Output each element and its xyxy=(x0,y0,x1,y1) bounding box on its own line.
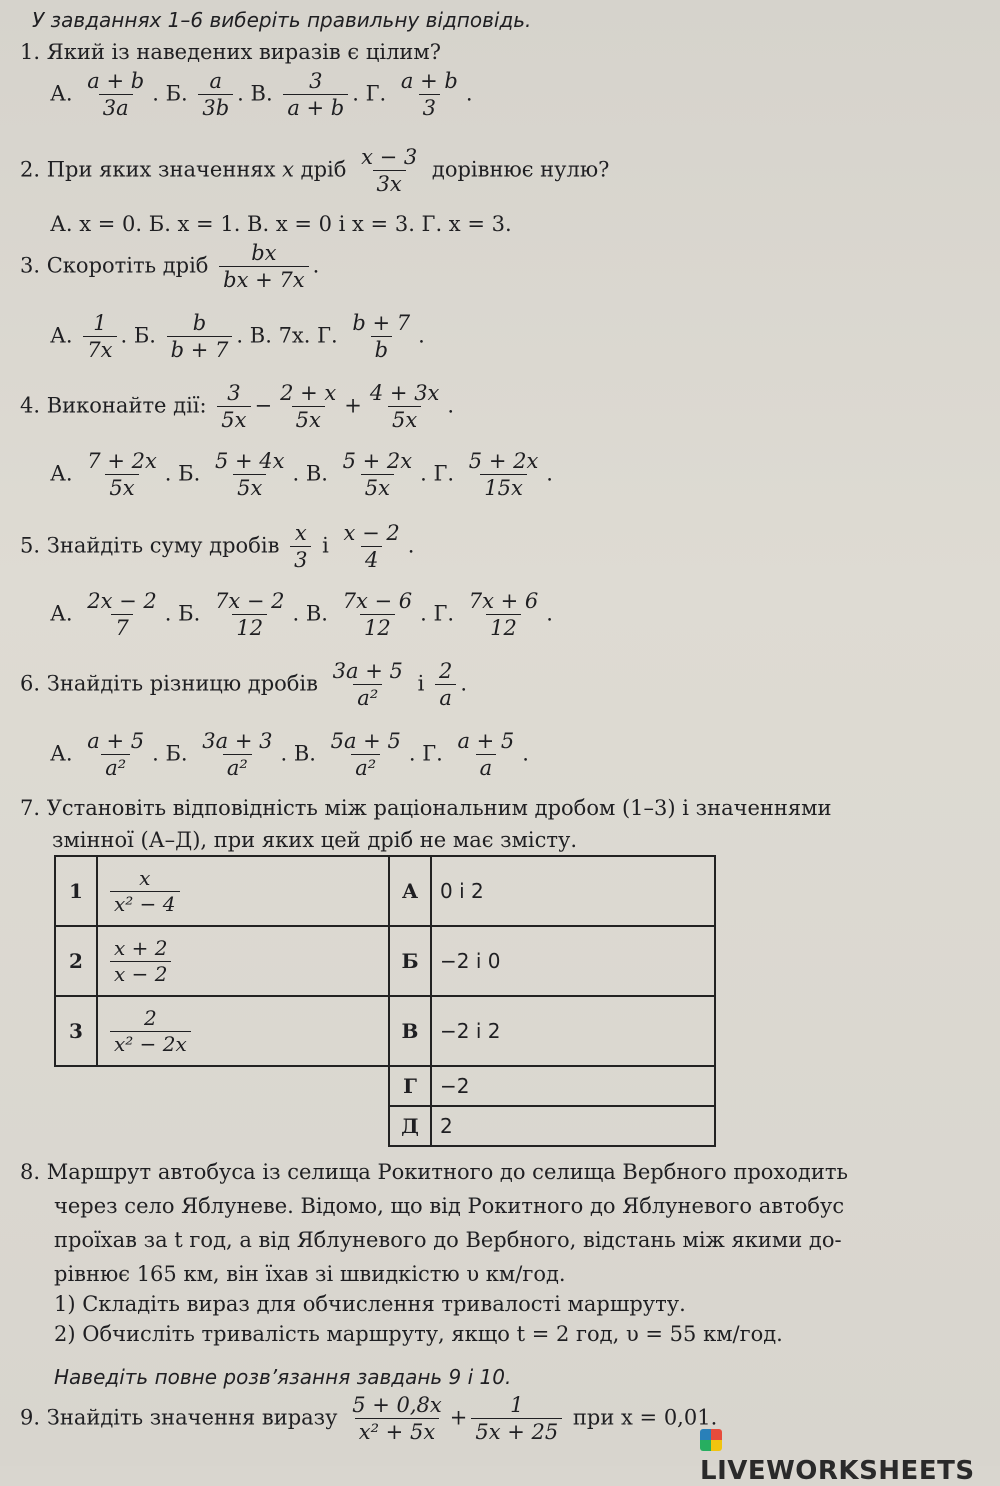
row-expression: $\frac{2}{\text{x² − 2x}}$ xyxy=(97,996,389,1066)
question-text: Знайдіть різницю дробів xyxy=(46,671,318,696)
question-number: 6. xyxy=(20,671,41,696)
section-instruction-2: Наведіть повне розв’язання завдань 9 і 10. xyxy=(54,1365,512,1389)
option-fraction: $\frac{7x - 6}{12}$ xyxy=(342,589,413,641)
question-1-options: А. $\frac{a + b}{3a}$ . Б. $\frac{a}{3b}$ . В. $\frac{3}{a + b}$ . Г. $\frac{a + b}{3}$ . xyxy=(50,69,473,121)
option-fraction: $\frac{5 + 4x}{5x}$ xyxy=(214,449,285,501)
question-8-line: проїхав за t год, а від Яблуневого до Вербного, відстань між якими до- xyxy=(54,1228,842,1252)
option-fraction: $\frac{a + b}{3}$ xyxy=(400,69,458,121)
row-key: 2 xyxy=(55,926,97,996)
option-fraction: $\frac{1}{7x}$ xyxy=(83,310,116,364)
option-label: Г. xyxy=(365,81,387,106)
section-instruction: У завданнях 1–6 виберіть правильну відповідь. xyxy=(32,8,532,32)
question-4: 4. Виконайте дії: $\frac{3}{5x}$ − $\frac{2 + x}{5x}$ + $\frac{4 + 3x}{5x}$ . xyxy=(20,381,455,433)
question-6: 6. Знайдіть різницю дробів $\frac{3a + 5}{\text{a²}}$ і $\frac{2}{a}$ . xyxy=(20,659,468,711)
answer-key: Г xyxy=(389,1066,431,1106)
answer-key: А xyxy=(389,856,431,926)
question-number: 7. xyxy=(20,796,41,820)
term-fraction: $\frac{3a + 5}{\text{a²}}$ xyxy=(332,659,403,711)
term-fraction: $\frac{3}{5x}$ xyxy=(217,380,250,434)
option-label: В. xyxy=(305,461,328,486)
question-8 xyxy=(20,1160,848,1185)
option-value: 7x. xyxy=(278,323,311,348)
question-8-subtask-2: 2) Обчисліть тривалість маршруту, якщо t = 2 год, υ = 55 км/год. xyxy=(54,1322,783,1346)
question-text: дріб xyxy=(300,157,347,182)
option-fraction: $\frac{5 + 2x}{5x}$ xyxy=(342,449,413,501)
question-3: 3. Скоротіть дріб $\frac{bx}{bx + 7x}$ . xyxy=(20,241,320,293)
answer-value: −2 і 2 xyxy=(431,996,715,1066)
question-number: 1. xyxy=(20,40,41,64)
question-6-options: А. $\frac{a + 5}{\text{a²}}$ . Б. $\frac{3a + 3}{\text{a²}}$ . В. $\frac{5a + 5}{\text{a²}}$ . Г. $\frac{a + 5}{a}$ . xyxy=(50,729,529,781)
option-fraction: $\frac{7x - 2}{12}$ xyxy=(214,589,285,641)
conjunction: і xyxy=(322,533,329,558)
option-fraction: $\frac{7x + 6}{12}$ xyxy=(468,589,539,641)
option-label: В. xyxy=(249,323,272,348)
question-text: При яких значеннях xyxy=(46,157,276,182)
row-expression: $\frac{x + 2}{x - 2}$ xyxy=(97,926,389,996)
question-7 xyxy=(20,796,832,821)
option-fraction: $\frac{a + 5}{a}$ xyxy=(457,729,515,781)
term-fraction: $\frac{4 + 3x}{5x}$ xyxy=(369,381,440,433)
term-fraction: $\frac{2 + x}{5x}$ xyxy=(280,381,337,433)
question-number: 5. xyxy=(20,533,41,558)
question-text: Скоротіть дріб xyxy=(46,253,209,278)
answer-key: Д xyxy=(389,1106,431,1146)
answer-value: 0 і 2 xyxy=(431,856,715,926)
option-label: Г. xyxy=(422,741,443,766)
option-fraction: $\frac{5 + 2x}{15x}$ xyxy=(468,449,539,501)
answer-key: Б xyxy=(389,926,431,996)
term-fraction: $\frac{5 + 0,8x}{\text{x² + 5x}}$ xyxy=(352,1393,442,1445)
question-8-line: через село Яблуневе. Відомо, що від Рокитного до Яблуневого автобус xyxy=(54,1194,845,1218)
option-fraction: $\frac{a + 5}{\text{a²}}$ xyxy=(87,729,145,781)
option-fraction: $\frac{a}{3b}$ xyxy=(198,68,233,122)
question-fraction: $\frac{x - 3}{3x}$ xyxy=(361,145,418,197)
option-label: А. xyxy=(50,741,73,766)
term-fraction: $\frac{x - 2}{4}$ xyxy=(343,521,400,573)
term-fraction: $\frac{2}{a}$ xyxy=(435,658,456,712)
question-text: дорівнює нулю? xyxy=(431,157,610,182)
option-label: Б. xyxy=(133,323,156,348)
option-label: В. xyxy=(305,601,328,626)
question-number: 2. xyxy=(20,157,41,182)
option-label: В. xyxy=(250,81,273,106)
question-7-line-2: змінної (А–Д), при яких цей дріб не має змісту. xyxy=(52,828,578,852)
term-fraction: $\frac{1}{5x + 25}$ xyxy=(471,1392,562,1446)
option-fraction: $\frac{7 + 2x}{5x}$ xyxy=(87,449,157,501)
variable: x xyxy=(282,157,294,182)
answer-value: −2 і 0 xyxy=(431,926,715,996)
option-label: В. xyxy=(293,741,316,766)
question-5: 5. Знайдіть суму дробів $\frac{x}{3}$ і $\frac{x - 2}{4}$ . xyxy=(20,521,415,573)
option-label: Г. xyxy=(317,323,338,348)
question-4-options: А. $\frac{7 + 2x}{5x}$ . Б. $\frac{5 + 4x}{5x}$ . В. $\frac{5 + 2x}{5x}$ . Г. $\frac{5 + 2x}{15x}$ . xyxy=(50,449,553,501)
matching-table xyxy=(54,855,716,1147)
option-fraction: $\frac{5a + 5}{\text{a²}}$ xyxy=(330,729,401,781)
option-label: А. xyxy=(50,601,73,626)
question-9: 9. Знайдіть значення виразу $\frac{5 + 0,8x}{\text{x² + 5x}}$ + $\frac{1}{5x + 25}$ при x = 0,01. xyxy=(20,1393,718,1445)
option-fraction: $\frac{2x - 2}{7}$ xyxy=(87,589,157,641)
option-fraction: $\frac{3}{a + b}$ xyxy=(283,68,348,122)
question-2 xyxy=(20,144,609,198)
conjunction: і xyxy=(417,671,425,696)
option-label: А. xyxy=(50,461,73,486)
option-label: Г. xyxy=(433,601,455,626)
option-label: Б. xyxy=(178,601,201,626)
option-label: Г. xyxy=(433,461,455,486)
option-label: Б. xyxy=(178,461,201,486)
term-fraction: $\frac{x}{3}$ xyxy=(290,520,311,574)
option-label: А. xyxy=(50,323,73,348)
question-2-options: А. x = 0. Б. x = 1. В. x = 0 і x = 3. Г. x = 3. xyxy=(50,212,512,236)
question-number: 8. xyxy=(20,1160,41,1184)
option-label: Б. xyxy=(165,81,188,106)
question-text: Маршрут автобуса із селища Рокитного до селища Вербного проходить xyxy=(46,1160,848,1184)
option-fraction: $\frac{b + 7}{b}$ xyxy=(352,311,411,363)
question-8-subtask-1: 1) Складіть вираз для обчислення тривалості маршруту. xyxy=(54,1292,686,1316)
question-text: Який із наведених виразів є цілим? xyxy=(46,40,442,64)
option-label: Б. xyxy=(165,741,188,766)
question-text: Знайдіть значення виразу xyxy=(46,1405,338,1430)
answer-value: 2 xyxy=(431,1106,715,1146)
question-8-line: рівнює 165 км, він їхав зі швидкістю υ км/год. xyxy=(54,1262,566,1286)
question-number: 3. xyxy=(20,253,41,278)
question-number: 9. xyxy=(20,1405,41,1430)
row-key: 3 xyxy=(55,996,97,1066)
row-expression: $\frac{x}{\text{x² − 4}}$ xyxy=(97,856,389,926)
liveworksheets-watermark: LIVEWORKSHEETS xyxy=(700,1426,1000,1486)
option-label: А. xyxy=(50,81,73,106)
answer-key: В xyxy=(389,996,431,1066)
question-3-options: А. $\frac{1}{7x}$ . Б. $\frac{b}{b + 7}$ . В. 7x. Г. $\frac{b + 7}{b}$ . xyxy=(50,311,425,363)
answer-value: −2 xyxy=(431,1066,715,1106)
question-fraction: $\frac{bx}{bx + 7x}$ xyxy=(219,240,308,294)
row-key: 1 xyxy=(55,856,97,926)
question-number: 4. xyxy=(20,393,41,418)
question-text: при x = 0,01. xyxy=(572,1405,718,1430)
question-5-options: А. $\frac{2x - 2}{7}$ . Б. $\frac{7x - 2}{12}$ . В. $\frac{7x - 6}{12}$ . Г. $\frac{7x + 6}{12}$ . xyxy=(50,589,553,641)
question-text: Виконайте дії: xyxy=(46,393,207,418)
question-1 xyxy=(20,40,441,65)
question-text: Установіть відповідність між раціональним дробом (1–3) і значеннями xyxy=(46,796,832,820)
option-fraction: $\frac{b}{b + 7}$ xyxy=(167,310,233,364)
question-text: Знайдіть суму дробів xyxy=(46,533,280,558)
liveworksheets-logo-icon xyxy=(700,1429,722,1451)
option-fraction: $\frac{a + b}{3a}$ xyxy=(87,69,145,121)
option-fraction: $\frac{3a + 3}{\text{a²}}$ xyxy=(202,729,273,781)
